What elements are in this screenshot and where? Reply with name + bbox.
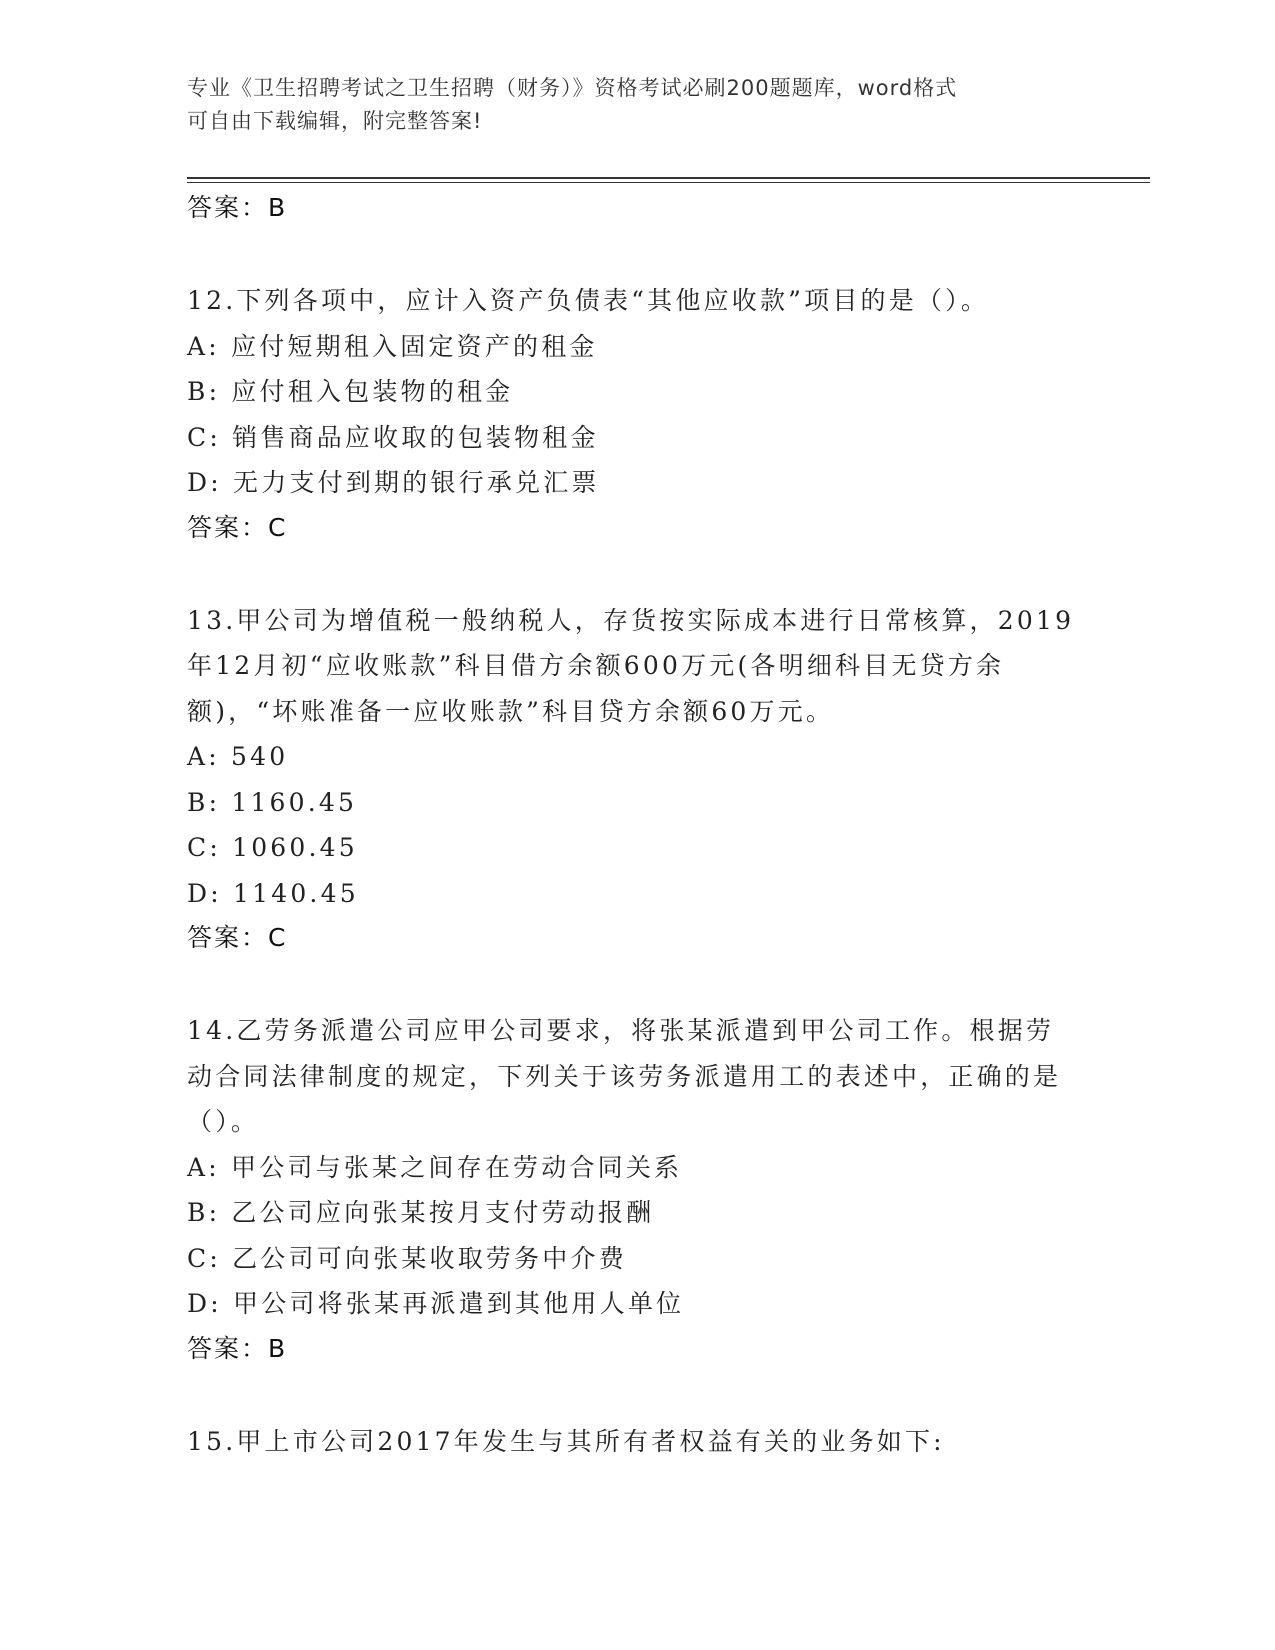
option-b: B: 应付租入包装物的租金 xyxy=(187,377,514,406)
header-divider-thin xyxy=(187,182,1150,183)
answer-line: 答案：C xyxy=(187,512,288,542)
option-c: C: 乙公司可向张某收取劳务中介费 xyxy=(187,1243,627,1273)
header-line-1: 专业《卫生招聘考试之卫生招聘（财务）》资格考试必刷200题题库，word格式 xyxy=(187,76,958,100)
option-a: A: 540 xyxy=(187,742,289,771)
page-header xyxy=(187,72,1067,138)
option-c: C: 1060.45 xyxy=(187,833,358,862)
header-divider xyxy=(187,177,1150,179)
question-text: 13.甲公司为增值税一般纳税人，存货按实际成本进行日常核算，2019年12月初“应收账款”科目借方余额600万元(各明细科目无贷方余额)，“坏账准备一应收账款”科目贷方余额60万元。 xyxy=(187,605,1075,726)
option-b: B: 1160.45 xyxy=(187,787,358,817)
answer-line: 答案：B xyxy=(187,1333,288,1363)
answer-line: 答案：B xyxy=(187,193,288,222)
question-15 xyxy=(187,1419,1082,1465)
question-text: 15.甲上市公司2017年发生与其所有者权益有关的业务如下: xyxy=(187,1426,945,1456)
question-text: 14.乙劳务派遣公司应甲公司要求，将张某派遣到甲公司工作。根据劳动合同法律制度的规定，下列关于该劳务派遣用工的表述中，正确的是（）。 xyxy=(187,1016,1062,1136)
option-d: D: 甲公司将张某再派遣到其他用人单位 xyxy=(187,1289,685,1318)
option-c: C: 销售商品应收取的包装物租金 xyxy=(187,422,599,452)
option-d: D: 无力支付到期的银行承兑汇票 xyxy=(187,468,600,497)
question-12 xyxy=(187,278,1082,550)
option-a: A: 应付短期租入固定资产的租金 xyxy=(187,331,598,361)
option-d: D: 1140.45 xyxy=(187,878,359,908)
option-b: B: 乙公司应向张某按月支付劳动报酬 xyxy=(187,1198,655,1227)
answer-line: 答案：C xyxy=(187,923,288,952)
question-14 xyxy=(187,1008,1082,1371)
document-body xyxy=(187,186,1082,1464)
header-line-2: 可自由下载编辑，附完整答案! xyxy=(187,109,483,133)
question-13 xyxy=(187,598,1082,961)
option-a: A: 甲公司与张某之间存在劳动合同关系 xyxy=(187,1152,683,1182)
question-text: 12.下列各项中，应计入资产负债表“其他应收款”项目的是（）。 xyxy=(187,286,990,315)
